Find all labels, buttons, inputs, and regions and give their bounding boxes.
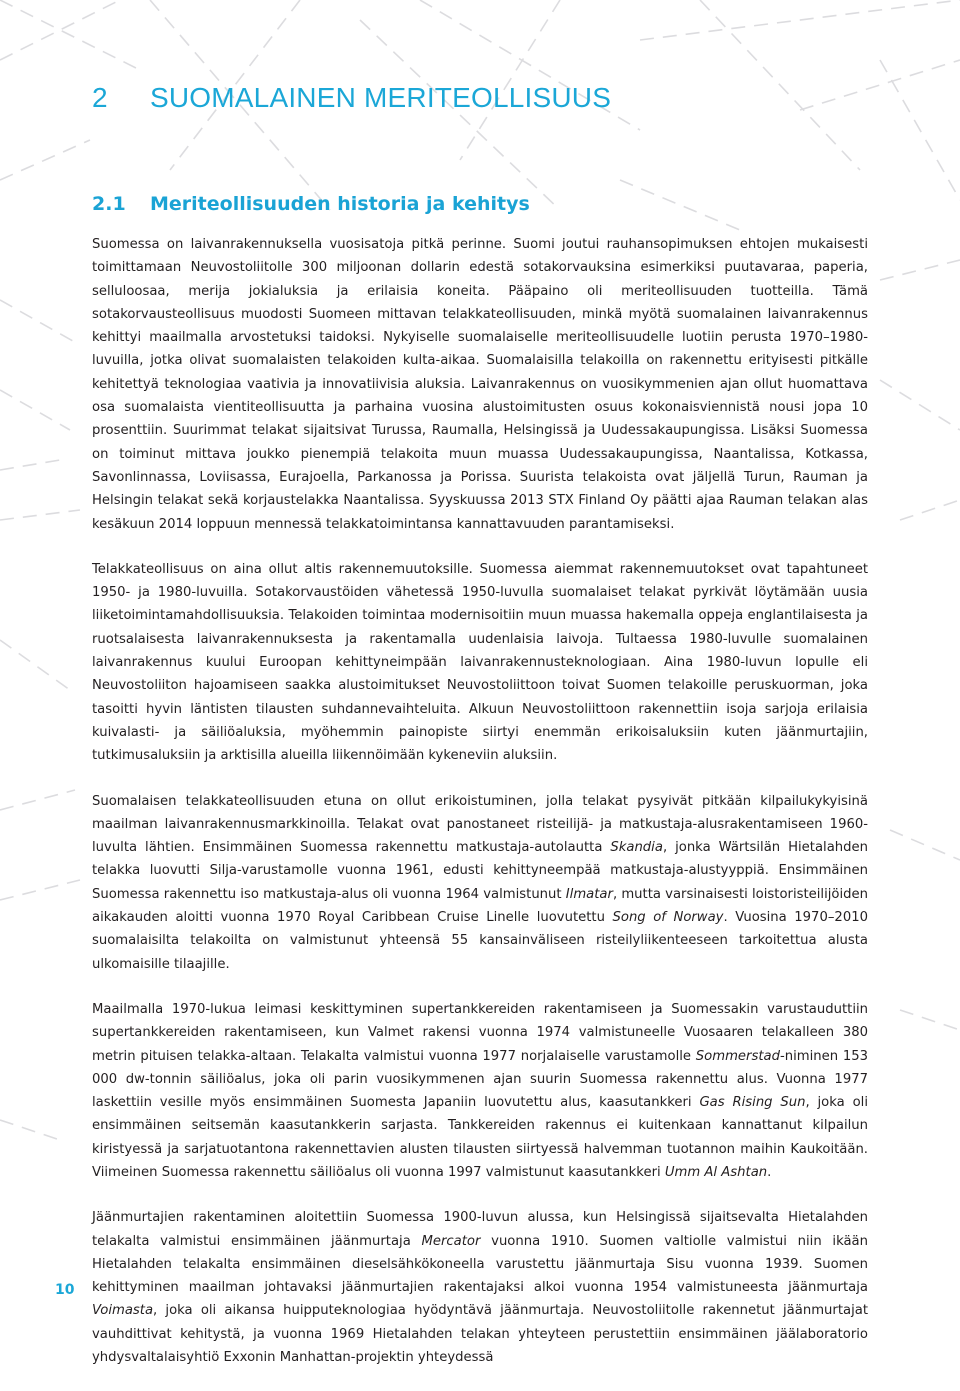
paragraph <box>92 558 868 768</box>
text-run: vuonna 1910. Suomen valtiolle valmistui niin ikään Hietalahden telakalta ensimmäinen dieselsähkökoneella varustettu jäänmurtaja Sisu vuonna 1939. Suomen kehittyminen maailman johtavaksi jäänmurtajien rakentajaksi alkoi vuonna 1954 valmistuneesta jäänmurtaja <box>92 1233 869 1296</box>
section-heading <box>92 193 530 215</box>
italic-title: Sommerstad <box>695 1048 780 1064</box>
text-run: , mutta varsinaisesti loistoristeilijöiden aikakauden aloitti vuonna 1970 Royal Caribbean Cruise Linelle luovutettu <box>92 886 868 926</box>
page-number: 10 <box>55 1282 75 1298</box>
italic-title: Voimasta <box>92 1303 154 1319</box>
paragraph <box>92 233 868 536</box>
text-run: -niminen 153 000 dw-tonnin säiliöalus, joka oli parin vuosikymmenen ajan suurin Suomessa rakennettu alus. Vuonna 1977 laskettiin vesille myös ensimmäinen Suomesta Japaniin luovutettu alus, kaasutankkeri <box>92 1048 868 1111</box>
chapter-title: SUOMALAINEN MERITEOLLISUUS <box>150 82 612 113</box>
text-run: , jonka Wärtsilän Hietalahden telakka luovutti Silja-varustamolle vuonna 1961, edusti kehittyneempää matkustaja-alustyyppiä. Ensimmäinen Suomessa rakennettu iso matkustaja-alus oli vuonna 1964 valmistunut <box>92 840 868 902</box>
paragraph <box>92 998 868 1184</box>
text-run: . <box>767 1164 772 1180</box>
section-title: Meriteollisuuden historia ja kehitys <box>150 193 530 215</box>
text-run: Telakkateollisuus on aina ollut altis rakennemuutoksille. Suomessa aiemmat rakennemuutokset ovat tapahtuneet 1950- ja 1980-luvuilla. Sotakorvaustöiden vähetessä 1950-luvulla suomalaiset telakat pyrkivät löytämään uusia liiketoimintamahdollisuuksia. Telakoiden toimintaa modernisoitiin muun muassa hakemalla oppeja englantilaisesta ja ruotsalaisesta laivanrakennuksesta ja rakentamalla uudenlaisia laivoja. Tultaessa 1980-luvulle suomalainen laivanrakennus kuului Euroopan kehittyneimpään laivanrakennusteknologiaan. Aina 1980-luvun lopulle eli Neuvostoliiton hajoamiseen saakka alustoimitukset Neuvostoliittoon toivat Suomen telakoille peruskuorman, joka tasoitti hyvin läntisten tilausten suhdannevaihteluita. Alkuun Neuvostoliittoon rakennettiin isoja sarjoja erilaisia kuivalasti- ja säiliöaluksia, myöhemmin painopiste siirtyi enemmän erikoisaluksiin kuten jäänmurtajiin, tutkimusaluksiin ja arktisilla alueilla liikennöimään kykeneviin aluksiin. <box>92 561 868 764</box>
italic-title: Skandia <box>610 840 663 856</box>
section-number: 2.1 <box>92 193 126 215</box>
text-run: Suomessa on laivanrakennuksella vuosisatoja pitkä perinne. Suomi joutui rauhansopimuksen ehtojen mukaisesti toimittamaan Neuvostoliitolle 300 miljoonan dollarin edestä sotakorvauksina esimerkiksi puutavaraa, paperia, selluloosaa, merija jokialuksia ja erilaisia koneita. Pääpaino oli meriteollisuuden tuotteilla. Tämä sotakorvausteollisuus muodosti Suomeen mittavan telakkateollisuuden, minkä myötä suomalainen laivanrakennus kehittyi maailmalla arvostetuksi taidoksi. Nykyiselle suomalaiselle meriteollisuudelle luotiin perusta 1970–1980-luvuilla, jotka olivat suomalaisten telakoiden kulta-aikaa. Suomalaisilla telakoilla on rakennettu erityisesti pitkälle kehitettyä teknologiaa vaativia ja innovatiivisia aluksia. Laivanrakennus on vuosikymmenien ajan ollut huomattava osa suomalaista vientiteollisuutta ja parhaina vuosina alustoimitusten osuus kokonaisviennistä nousi jopa 10 prosenttiin. Suurimmat telakat sijaitsivat Turussa, Raumalla, Helsingissä ja Uudessakaupungissa. Lisäksi Suomessa on toiminut mittava joukko pienempiä telakoita muun muassa Uudessakaupungissa, Naantalissa, Kotkassa, Savonlinnassa, Loviisassa, Eurajoella, Parkanossa ja Porissa. Suurista telakoista ovat jäljellä Turun, Rauman ja Helsingin telakat sekä korjaustelakka Naantalissa. Syyskuussa 2013 STX Finland Oy päätti ajaa Rauman telakan alas kesäkuun 2014 loppuun mennessä telakkatoimintansa kannattavuuden parantamiseksi. <box>92 237 868 532</box>
text-run: . Vuosina 1970–2010 suomalaisilta telakoilta on valmistunut yhteensä 55 kansainväliseen risteilyliikenteeseen tarkoitettua alusta ulkomaisille tilaajille. <box>92 910 868 972</box>
text-run: , joka oli aikansa huipputeknologiaa hyödyntävä jäänmurtaja. Neuvostoliitolle rakennetut jäänmurtajat vauhdittivat kehitystä, ja vuonna 1969 Hietalahden telakan yhteyteen perustettiin ensimmäinen jäälaboratorio yhdysvaltalaisyhtiö Exxonin Manhattan-projektin yhteydessä <box>92 1303 868 1366</box>
text-run: Suomalaisen telakkateollisuuden etuna on ollut erikoistuminen, jolla telakat pysyivät pitkään kilpailukykyisinä maailman laivanrakennusmarkkinoilla. Telakat ovat panostaneet risteilijä- ja matkustaja-alusrakentamiseen 1960-luvulta lähtien. Ensimmäinen Suomessa rakennettu matkustaja-autolautta <box>92 793 868 856</box>
italic-title: Mercator <box>421 1233 481 1249</box>
italic-title: Ilmatar <box>565 886 613 902</box>
chapter-number: 2 <box>92 82 108 113</box>
italic-title: Gas Rising Sun <box>699 1095 806 1111</box>
text-run: Maailmalla 1970-lukua leimasi keskittyminen supertankkereiden rakentamiseen ja Suomessakin varustauduttiin supertankkereiden rakentamiseen, kun Valmet rakensi vuonna 1974 valmistuneelle Vuosaaren telakalleen 380 metrin pituisen telakka-altaan. Telakalta valmistui vuonna 1977 norjalaiselle varustamolle <box>92 1001 868 1064</box>
text-run: , joka oli ensimmäinen seitsemän kaasutankkerin sarjasta. Tankkereiden rakennus ei kuitenkaan kannattanut kilpailun kiristyessä ja sarjatuotantona rakennettavien alusten tilausten siirtyessä halvemman tuotannon maihin Kaukoitään. Viimeinen Suomessa rakennettu säiliöalus oli vuonna 1997 valmistunut kaasutankkeri <box>92 1095 868 1180</box>
body-text <box>92 233 868 1391</box>
text-run: Jäänmurtajien rakentaminen aloitettiin Suomessa 1900-luvun alussa, kun Helsingissä sijaitsevalta Hietalahden telakalta valmistui ensimmäinen jäänmurtaja <box>92 1210 868 1249</box>
italic-title: Song of Norway <box>612 910 724 926</box>
chapter-heading <box>92 82 611 114</box>
paragraph <box>92 790 868 976</box>
paragraph <box>92 1206 868 1369</box>
italic-title: Umm Al Ashtan <box>664 1164 768 1180</box>
